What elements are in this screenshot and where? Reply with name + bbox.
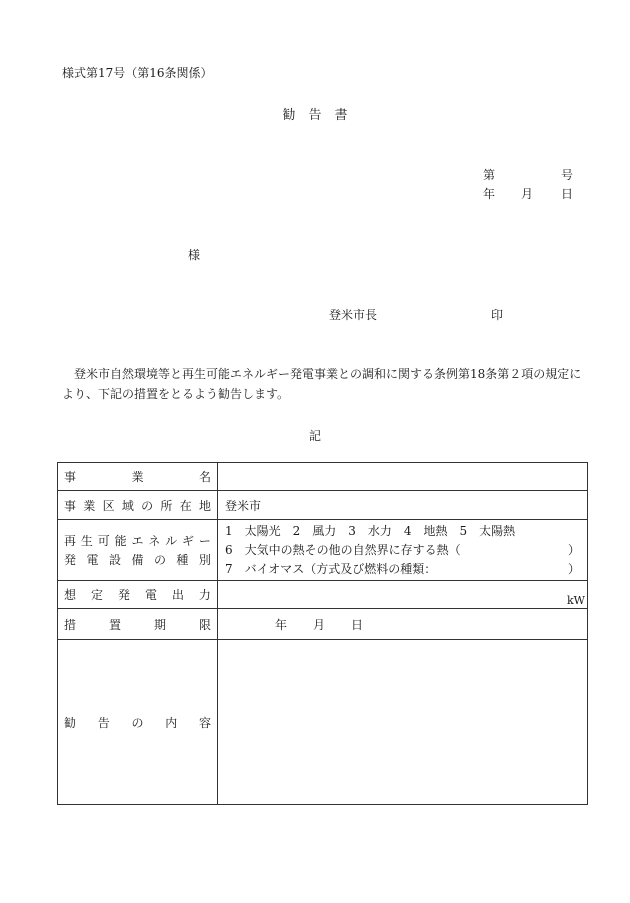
label-char: 出 — [171, 588, 184, 602]
deadline-day-label: 日 — [351, 617, 364, 632]
label-char: 可 — [97, 534, 110, 548]
row-measure-deadline — [58, 609, 588, 640]
date-month-label: 月 — [521, 187, 534, 201]
label-char: 所 — [160, 498, 173, 513]
label-char: 再 — [64, 534, 77, 548]
label-char: 事 — [64, 498, 77, 513]
label-char: 能 — [114, 534, 127, 548]
closing-paren: ） — [567, 561, 580, 576]
label-char: 電 — [86, 553, 99, 567]
label-char: 備 — [131, 553, 144, 567]
label-char: 種 — [176, 553, 189, 567]
label-recommendation-content — [58, 640, 218, 805]
energy-option-6: 6 大気中の熱その他の自然界に存する熱（ — [225, 542, 461, 557]
label-char: 別 — [198, 553, 211, 567]
recommendation-table — [57, 462, 588, 805]
label-char: ギ — [182, 534, 195, 548]
row-energy-type — [58, 520, 588, 581]
seal-mark: 印 — [491, 308, 504, 322]
label-char: 力 — [198, 588, 211, 602]
energy-option-line-2 — [225, 541, 580, 560]
label-char: 在 — [179, 498, 192, 513]
label-char: 想 — [64, 588, 77, 602]
deadline-month-label: 月 — [313, 617, 326, 632]
label-char: の — [141, 498, 154, 513]
label-char: 発 — [64, 553, 77, 567]
label-char: 定 — [90, 588, 103, 602]
label-char: 容 — [198, 715, 211, 730]
label-char: 地 — [198, 498, 211, 513]
expected-output-field[interactable] — [218, 581, 588, 609]
document-number-suffix: 号 — [561, 168, 574, 182]
label-char: 告 — [97, 715, 110, 730]
row-recommendation-content — [58, 640, 588, 805]
label-char: 限 — [198, 617, 211, 632]
label-char: エ — [131, 534, 144, 548]
label-char: 内 — [165, 715, 178, 730]
energy-type-options[interactable] — [218, 520, 588, 581]
form-number: 様式第17号（第16条関係） — [62, 66, 213, 80]
label-char: 勧 — [64, 715, 77, 730]
label-energy-type — [58, 520, 218, 581]
label-char: 措 — [64, 617, 77, 632]
label-char: ル — [165, 534, 178, 548]
energy-option-7: 7 バイオマス（方式及び燃料の種類： — [225, 561, 437, 576]
label-char: ネ — [148, 534, 161, 548]
label-char: 区 — [102, 498, 115, 513]
row-project-location — [58, 491, 588, 520]
date-day-label: 日 — [561, 187, 574, 201]
ki-heading: 記 — [308, 429, 321, 443]
addressee-honorific: 様 — [188, 248, 201, 262]
row-project-name — [58, 463, 588, 491]
label-char: 電 — [144, 588, 157, 602]
label-char: 期 — [153, 617, 166, 632]
label-char: 置 — [108, 617, 121, 632]
measure-deadline-field[interactable] — [218, 609, 588, 640]
label-char: 業 — [131, 470, 144, 484]
label-char: 生 — [80, 534, 93, 548]
label-char: 名 — [198, 470, 211, 484]
label-project-location — [58, 491, 218, 520]
project-location-field[interactable]: 登米市 — [218, 491, 588, 520]
label-char: 事 — [64, 470, 77, 484]
label-expected-output — [58, 581, 218, 609]
label-project-name — [58, 463, 218, 491]
recommendation-content-field[interactable] — [218, 640, 588, 805]
unit-kw: kW — [567, 594, 585, 607]
label-char: 設 — [108, 553, 121, 567]
label-char: の — [153, 553, 166, 567]
energy-option-line-3 — [225, 560, 580, 579]
document-title: 勧 告 書 — [282, 108, 348, 123]
row-expected-output — [58, 581, 588, 609]
body-paragraph: 登米市自然環境等と再生可能エネルギー発電事業との調和に関する条例第18条第２項の規定により、下記の措置をとるよう勧告します。 — [62, 367, 582, 401]
label-measure-deadline — [58, 609, 218, 640]
label-char: 発 — [117, 588, 130, 602]
document-number-prefix: 第 — [483, 168, 496, 182]
issuer-name: 登米市長 — [329, 308, 378, 322]
date-year-label: 年 — [483, 187, 496, 201]
project-name-field[interactable] — [218, 463, 588, 491]
label-char: の — [131, 715, 144, 730]
deadline-year-label: 年 — [275, 617, 288, 632]
energy-options-1-5: 1 太陽光 2 風力 3 水力 4 地熱 5 太陽熱 — [225, 523, 516, 538]
label-char: 業 — [83, 498, 96, 513]
label-char: 域 — [121, 498, 134, 513]
energy-option-line-1 — [225, 522, 580, 541]
label-char: ー — [198, 534, 211, 548]
closing-paren: ） — [567, 542, 580, 557]
